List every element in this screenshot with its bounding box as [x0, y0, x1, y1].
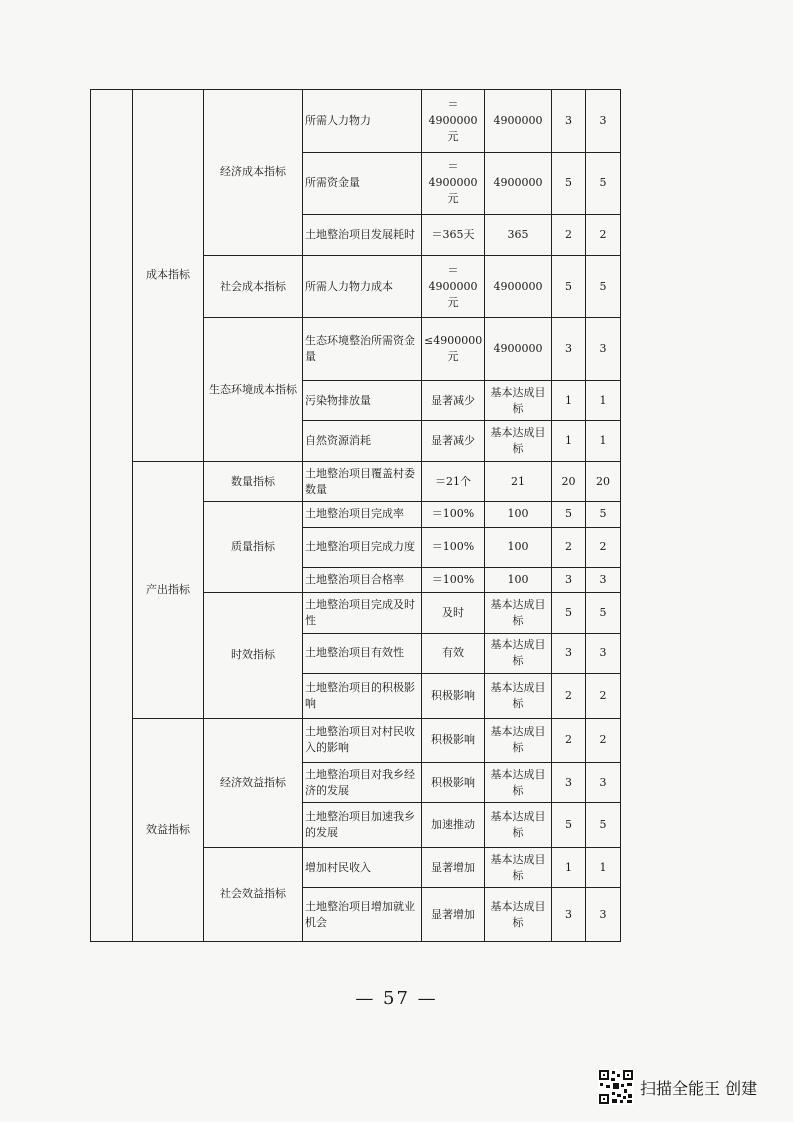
- earned-score: 5: [586, 152, 621, 215]
- weight-score: 5: [552, 152, 586, 215]
- target-value: 有效: [422, 633, 485, 673]
- weight-score: 3: [552, 90, 586, 153]
- target-value: ＝100%: [422, 527, 485, 567]
- level2-quality: 质量指标: [204, 502, 303, 593]
- earned-score: 2: [586, 674, 621, 718]
- actual-value: 基本达成目标: [485, 633, 552, 673]
- level1-benefit: 效益指标: [133, 718, 204, 941]
- indicator-name: 土地整治项目对村民收入的影响: [303, 718, 422, 762]
- earned-score: 1: [586, 381, 621, 421]
- weight-score: 2: [552, 215, 586, 255]
- weight-score: 1: [552, 381, 586, 421]
- target-value: 积极影响: [422, 718, 485, 762]
- weight-score: 5: [552, 502, 586, 527]
- actual-value: 4900000: [485, 152, 552, 215]
- indicator-name: 所需人力物力成本: [303, 255, 422, 318]
- weight-score: 2: [552, 718, 586, 762]
- table-row: [91, 90, 621, 153]
- weight-score: 1: [552, 421, 586, 461]
- target-value: ＝4900000元: [422, 90, 485, 153]
- weight-score: 3: [552, 568, 586, 593]
- earned-score: 2: [586, 215, 621, 255]
- actual-value: 100: [485, 502, 552, 527]
- level2-social-cost: 社会成本指标: [204, 255, 303, 318]
- actual-value: 基本达成目标: [485, 593, 552, 633]
- actual-value: 基本达成目标: [485, 847, 552, 887]
- table-row: [91, 718, 621, 762]
- indicator-name: 土地整治项目合格率: [303, 568, 422, 593]
- weight-score: 3: [552, 763, 586, 803]
- scanner-watermark: [598, 1065, 757, 1109]
- earned-score: 3: [586, 633, 621, 673]
- weight-score: 2: [552, 674, 586, 718]
- earned-score: 2: [586, 527, 621, 567]
- level2-quantity: 数量指标: [204, 461, 303, 501]
- level2-eco-cost: 生态环境成本指标: [204, 318, 303, 462]
- earned-score: 20: [586, 461, 621, 501]
- weight-score: 5: [552, 255, 586, 318]
- weight-score: 20: [552, 461, 586, 501]
- actual-value: 21: [485, 461, 552, 501]
- actual-value: 100: [485, 527, 552, 567]
- weight-score: 3: [552, 888, 586, 942]
- indicator-name: 土地整治项目完成及时性: [303, 593, 422, 633]
- earned-score: 5: [586, 255, 621, 318]
- level2-timeliness: 时效指标: [204, 593, 303, 718]
- indicator-name: 土地整治项目对我乡经济的发展: [303, 763, 422, 803]
- indicator-name: 所需人力物力: [303, 90, 422, 153]
- actual-value: 基本达成目标: [485, 674, 552, 718]
- indicator-name: 污染物排放量: [303, 381, 422, 421]
- actual-value: 基本达成目标: [485, 421, 552, 461]
- watermark-text: 扫描全能王 创建: [640, 1078, 758, 1098]
- actual-value: 4900000: [485, 318, 552, 381]
- earned-score: 5: [586, 593, 621, 633]
- page-number: — 57 —: [355, 988, 438, 1009]
- target-value: ＝100%: [422, 568, 485, 593]
- weight-score: 3: [552, 318, 586, 381]
- performance-indicator-table: [90, 89, 621, 942]
- indicator-name: 土地整治项目增加就业机会: [303, 888, 422, 942]
- weight-score: 3: [552, 633, 586, 673]
- target-value: 显著减少: [422, 421, 485, 461]
- earned-score: 3: [586, 318, 621, 381]
- target-value: 积极影响: [422, 763, 485, 803]
- actual-value: 基本达成目标: [485, 381, 552, 421]
- target-value: 显著增加: [422, 847, 485, 887]
- earned-score: 5: [586, 502, 621, 527]
- indicator-name: 自然资源消耗: [303, 421, 422, 461]
- indicator-name: 土地整治项目的积极影响: [303, 674, 422, 718]
- target-value: 显著增加: [422, 888, 485, 942]
- actual-value: 基本达成目标: [485, 763, 552, 803]
- weight-score: 1: [552, 847, 586, 887]
- actual-value: 100: [485, 568, 552, 593]
- actual-value: 4900000: [485, 255, 552, 318]
- earned-score: 3: [586, 888, 621, 942]
- weight-score: 2: [552, 527, 586, 567]
- indicator-name: 生态环境整治所需资金量: [303, 318, 422, 381]
- actual-value: 基本达成目标: [485, 803, 552, 847]
- actual-value: 基本达成目标: [485, 888, 552, 942]
- level1-cost: 成本指标: [133, 90, 204, 462]
- indicator-name: 土地整治项目加速我乡的发展: [303, 803, 422, 847]
- target-value: ＝4900000元: [422, 255, 485, 318]
- blank-first-column: [91, 90, 133, 942]
- indicator-name: 土地整治项目完成力度: [303, 527, 422, 567]
- target-value: ＝100%: [422, 502, 485, 527]
- target-value: ＝21个: [422, 461, 485, 501]
- indicator-name: 所需资金量: [303, 152, 422, 215]
- target-value: 显著减少: [422, 381, 485, 421]
- indicator-name: 土地整治项目发展耗时: [303, 215, 422, 255]
- level2-economic-benefit: 经济效益指标: [204, 718, 303, 847]
- earned-score: 3: [586, 90, 621, 153]
- weight-score: 5: [552, 593, 586, 633]
- target-value: 及时: [422, 593, 485, 633]
- target-value: 积极影响: [422, 674, 485, 718]
- actual-value: 基本达成目标: [485, 718, 552, 762]
- indicator-name: 土地整治项目完成率: [303, 502, 422, 527]
- actual-value: 365: [485, 215, 552, 255]
- earned-score: 1: [586, 847, 621, 887]
- actual-value: 4900000: [485, 90, 552, 153]
- table-row: [91, 461, 621, 501]
- target-value: ＝4900000元: [422, 152, 485, 215]
- earned-score: 1: [586, 421, 621, 461]
- indicator-name: 土地整治项目覆盖村委数量: [303, 461, 422, 501]
- level2-economic-cost: 经济成本指标: [204, 90, 303, 256]
- target-value: ＝365天: [422, 215, 485, 255]
- target-value: ≤4900000元: [422, 318, 485, 381]
- level1-output: 产出指标: [133, 461, 204, 718]
- level2-social-benefit: 社会效益指标: [204, 847, 303, 941]
- earned-score: 3: [586, 568, 621, 593]
- earned-score: 3: [586, 763, 621, 803]
- earned-score: 2: [586, 718, 621, 762]
- earned-score: 5: [586, 803, 621, 847]
- indicator-name: 土地整治项目有效性: [303, 633, 422, 673]
- indicator-name: 增加村民收入: [303, 847, 422, 887]
- target-value: 加速推动: [422, 803, 485, 847]
- qr-code-icon: [598, 1069, 634, 1105]
- weight-score: 5: [552, 803, 586, 847]
